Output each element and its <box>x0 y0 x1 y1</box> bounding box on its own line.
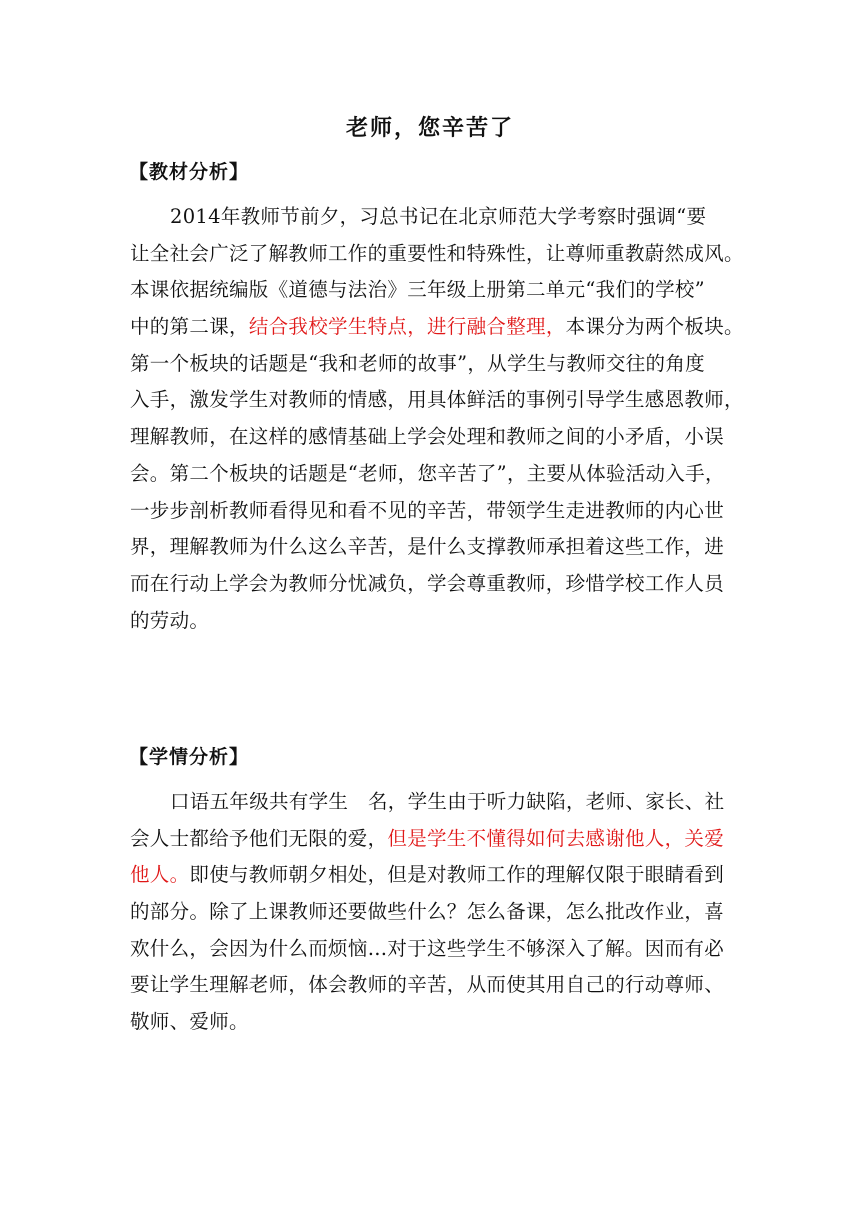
paragraph-line <box>130 1004 732 1041</box>
line-text: 口语五年级共有学生 名，学生由于听力缺陷，老师、家长、社 <box>170 790 725 813</box>
page-title: 老师，您辛苦了 <box>345 115 514 141</box>
paragraph-line <box>130 272 732 309</box>
section-heading-textbook-analysis: 【教材分析】 <box>129 161 250 183</box>
line-text: 理解教师，在这样的感情基础上学会处理和教师之间的小矛盾，小误 <box>130 425 725 449</box>
line-text: 本课依据统编版《道德与法治》三年级上册第二单元“我们的学校” <box>130 278 705 302</box>
line-text: 中的第二课， <box>130 315 249 339</box>
paragraph-line <box>130 419 732 456</box>
paragraph-line <box>130 603 732 640</box>
highlighted-text: 他人。 <box>130 863 190 887</box>
paragraph-line <box>130 529 732 566</box>
line-text: 会人士都给予他们无限的爱， <box>130 826 388 850</box>
line-text: 第一个板块的话题是“我和老师的故事”，从学生与教师交往的角度 <box>130 351 705 375</box>
line-text: 要让学生理解老师，体会教师的辛苦，从而使其用自己的行动尊师、 <box>130 973 725 997</box>
line-text: 的劳动。 <box>130 608 210 632</box>
line-text: 会。第二个板块的话题是“老师，您辛苦了”，主要从体验活动入手， <box>130 461 725 485</box>
paragraph-line <box>130 967 732 1004</box>
paragraph-line <box>130 309 744 346</box>
line-text: 的部分。除了上课教师还要做些什么？怎么备课，怎么批改作业，喜 <box>130 900 725 924</box>
paragraph-line <box>130 857 732 894</box>
paragraph-line <box>130 894 732 931</box>
paragraph-line <box>130 821 732 858</box>
line-text: 欢什么，会因为什么而烦恼…对于这些学生不够深入了解。因而有必 <box>130 936 725 960</box>
paragraph-line <box>130 236 744 273</box>
paragraph-line <box>130 456 732 493</box>
paragraph-line <box>130 199 732 236</box>
section-heading-learner-analysis: 【学情分析】 <box>129 746 250 768</box>
line-text: 而在行动上学会为教师分忧减负，学会尊重教师，珍惜学校工作人员 <box>130 571 725 595</box>
paragraph-line <box>130 784 732 821</box>
paragraph-line <box>130 346 732 383</box>
line-text: 让全社会广泛了解教师工作的重要性和特殊性，让尊师重教蔚然成风。 <box>130 241 744 265</box>
line-text: 界，理解教师为什么这么辛苦，是什么支撑教师承担着这些工作，进 <box>130 535 725 559</box>
line-text: 敬师、爱师。 <box>130 1010 249 1034</box>
line-text: 2014年教师节前夕，习总书记在北京师范大学考察时强调“要 <box>170 205 707 228</box>
paragraph-textbook-analysis <box>130 199 744 639</box>
paragraph-line <box>130 566 732 603</box>
paragraph-line <box>130 382 744 419</box>
line-text: 入手，激发学生对教师的情感，用具体鲜活的事例引导学生感恩教师， <box>130 388 744 412</box>
line-text: 本课分为两个板块。 <box>565 315 744 339</box>
line-text: 即使与教师朝夕相处，但是对教师工作的理解仅限于眼睛看到 <box>189 863 725 887</box>
paragraph-learner-analysis <box>130 784 732 1041</box>
highlighted-text: 但是学生不懂得如何去感谢他人，关爱 <box>387 826 725 850</box>
paragraph-line <box>130 931 732 968</box>
line-text: 一步步剖析教师看得见和看不见的辛苦，带领学生走进教师的内心世 <box>130 498 725 522</box>
highlighted-text: 结合我校学生特点，进行融合整理， <box>248 315 566 339</box>
paragraph-line <box>130 493 732 530</box>
